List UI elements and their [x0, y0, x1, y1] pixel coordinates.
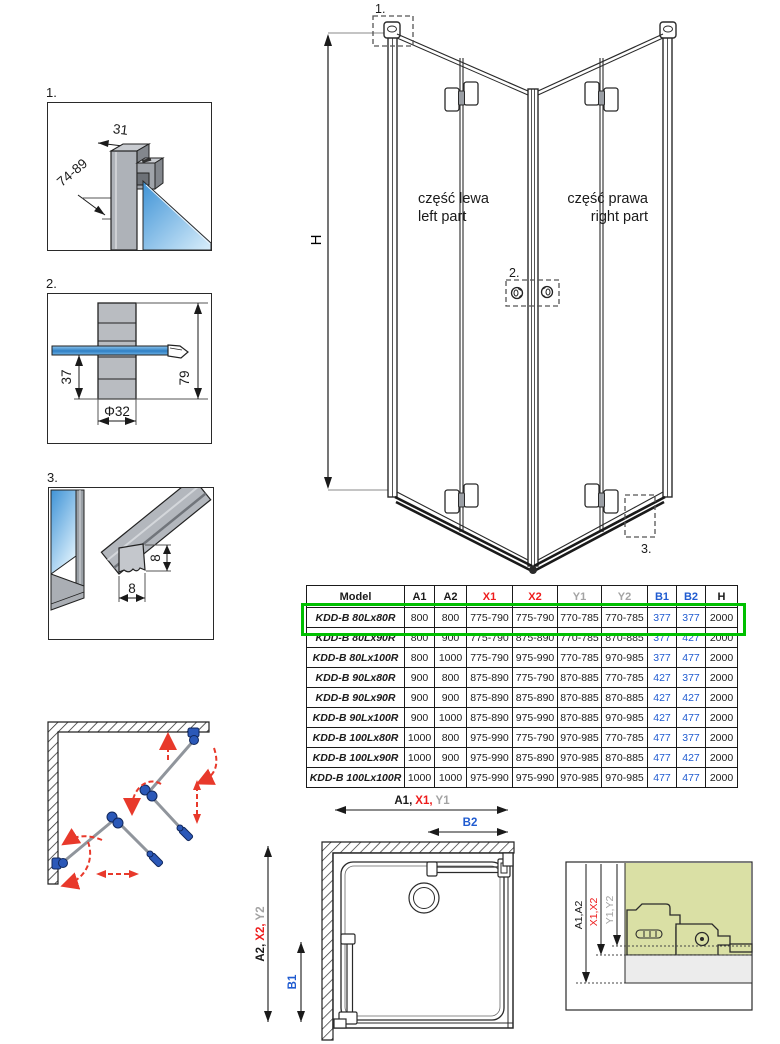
- detail-3-label: 3.: [47, 470, 58, 485]
- dim-8-vertical: 8: [148, 554, 163, 562]
- folding-schematic: [28, 712, 258, 944]
- right-part-label-en: right part: [590, 209, 648, 225]
- cell-value: 875-890: [513, 748, 558, 768]
- cell-value: 770-785: [602, 608, 648, 628]
- cell-value: 1000: [405, 768, 435, 788]
- detail-1-drawing: [48, 103, 211, 250]
- cell-value: 427: [677, 748, 706, 768]
- cell-value: 775-790: [513, 608, 558, 628]
- cell-value: 875-890: [467, 668, 513, 688]
- cell-value: 975-990: [467, 768, 513, 788]
- dim-x1x2-label: X1,X2: [588, 897, 600, 927]
- cell-value: 427: [677, 628, 706, 648]
- cell-value: 870-885: [558, 668, 602, 688]
- spec-table-body: [307, 608, 738, 788]
- left-part-label-pl: część lewa: [418, 191, 489, 207]
- model-row: [307, 668, 738, 688]
- cell-model: KDD-B 90Lx80R: [307, 668, 405, 688]
- callout-3-label: 3.: [641, 542, 652, 556]
- knob-right: [542, 287, 553, 298]
- spec-table: [306, 585, 738, 788]
- col-header-a2: A2: [435, 586, 467, 608]
- model-row: [307, 688, 738, 708]
- dim-31: 31: [112, 121, 129, 138]
- motion-arrows: [68, 740, 216, 884]
- col-header-x1: X1: [467, 586, 513, 608]
- cell-value: 800: [435, 668, 467, 688]
- cell-value: 377: [648, 608, 677, 628]
- cell-value: 870-885: [602, 748, 648, 768]
- hinge-top-right: [585, 82, 618, 111]
- model-row: [307, 708, 738, 728]
- cell-value: 2000: [706, 768, 738, 788]
- cell-value: 975-990: [467, 748, 513, 768]
- cell-value: 870-885: [602, 628, 648, 648]
- cell-value: 775-790: [467, 648, 513, 668]
- cell-value: 975-990: [467, 728, 513, 748]
- cell-value: 2000: [706, 708, 738, 728]
- cell-value: 775-790: [513, 728, 558, 748]
- dim-74-89: 74-89: [54, 155, 91, 190]
- detail-2-label: 2.: [46, 276, 57, 291]
- cell-value: 870-885: [558, 708, 602, 728]
- dim-37: 37: [59, 369, 74, 385]
- dim-left-label: A2,X2,Y2: [255, 906, 267, 962]
- cell-model: KDD-B 100Lx80R: [307, 728, 405, 748]
- cell-value: 2000: [706, 688, 738, 708]
- cell-value: 377: [648, 628, 677, 648]
- door-left-folded: [62, 819, 157, 863]
- cell-value: 775-790: [467, 628, 513, 648]
- cell-value: 2000: [706, 668, 738, 688]
- cell-value: 875-890: [467, 708, 513, 728]
- cell-value: 770-785: [602, 728, 648, 748]
- dim-b1-label: B1: [287, 974, 299, 990]
- right-wall-profile: [660, 22, 676, 497]
- detail-3-drawing: [49, 488, 213, 639]
- cell-value: 2000: [706, 728, 738, 748]
- cell-value: 477: [677, 708, 706, 728]
- cell-value: 477: [648, 728, 677, 748]
- model-row: [307, 748, 738, 768]
- cell-value: 770-785: [558, 648, 602, 668]
- hinge-bottom-right: [585, 484, 618, 513]
- cell-value: 770-785: [558, 628, 602, 648]
- col-header-a1: A1: [405, 586, 435, 608]
- cell-value: 775-790: [513, 668, 558, 688]
- knob-left: [512, 288, 523, 299]
- cell-value: 775-790: [467, 608, 513, 628]
- cell-value: 2000: [706, 608, 738, 628]
- hinge-top-left: [445, 82, 478, 111]
- corner-profile: [528, 89, 538, 566]
- detail-box-1: [46, 85, 212, 251]
- cell-model: KDD-B 80Lx90R: [307, 628, 405, 648]
- cell-value: 377: [677, 668, 706, 688]
- cell-value: 875-890: [513, 628, 558, 648]
- detail-box-2: [46, 276, 212, 444]
- top-view-diagram: [256, 788, 540, 1044]
- cell-value: 770-785: [558, 608, 602, 628]
- left-part-label-en: left part: [418, 209, 467, 225]
- cell-value: 975-990: [513, 708, 558, 728]
- col-header-model: Model: [307, 586, 405, 608]
- cell-value: 970-985: [558, 748, 602, 768]
- cell-model: KDD-B 80Lx100R: [307, 648, 405, 668]
- cell-model: KDD-B 80Lx80R: [307, 608, 405, 628]
- cell-value: 900: [435, 628, 467, 648]
- spec-table-head: [307, 586, 738, 608]
- cell-value: 477: [648, 748, 677, 768]
- col-header-y2: Y2: [602, 586, 648, 608]
- cell-value: 427: [677, 688, 706, 708]
- cell-value: 875-890: [467, 688, 513, 708]
- dim-phi32: Φ32: [104, 404, 130, 419]
- cell-value: 800: [405, 648, 435, 668]
- height-dim-label: H: [308, 234, 325, 246]
- cell-value: 800: [435, 728, 467, 748]
- model-row: [307, 648, 738, 668]
- cell-value: 1000: [435, 768, 467, 788]
- detail-1-label: 1.: [46, 85, 57, 100]
- left-wall-profile: [384, 22, 400, 497]
- shower-tray: [341, 862, 504, 1020]
- dim-79: 79: [177, 370, 192, 386]
- cell-value: 970-985: [558, 728, 602, 748]
- cell-value: 477: [677, 648, 706, 668]
- right-part-label-pl: część prawa: [567, 191, 648, 207]
- cell-value: 427: [648, 688, 677, 708]
- main-enclosure-diagram: [300, 0, 760, 580]
- model-row: [307, 768, 738, 788]
- model-row: [307, 628, 738, 648]
- cell-value: 800: [435, 608, 467, 628]
- glass-panel: [143, 181, 211, 250]
- cell-value: 477: [677, 768, 706, 788]
- cell-value: 427: [648, 708, 677, 728]
- cell-value: 427: [648, 668, 677, 688]
- col-header-b1: B1: [648, 586, 677, 608]
- detail-2-drawing: [48, 294, 211, 443]
- cell-value: 875-890: [513, 688, 558, 708]
- model-row-highlighted: [307, 608, 738, 628]
- glass-with-seal: [51, 490, 84, 610]
- cell-model: KDD-B 100Lx100R: [307, 768, 405, 788]
- cell-value: 900: [405, 688, 435, 708]
- cell-value: 770-785: [602, 668, 648, 688]
- cell-value: 900: [405, 668, 435, 688]
- col-header-x2: X2: [513, 586, 558, 608]
- cell-value: 1000: [435, 708, 467, 728]
- model-row: [307, 728, 738, 748]
- callout-1-label: 1.: [375, 2, 386, 16]
- cell-value: 900: [435, 688, 467, 708]
- cell-value: 870-885: [602, 688, 648, 708]
- cell-value: 2000: [706, 648, 738, 668]
- cell-value: 2000: [706, 748, 738, 768]
- dim-b2-label: B2: [462, 817, 478, 829]
- cell-value: 970-985: [602, 708, 648, 728]
- dim-a1a2-label: A1,A2: [573, 900, 585, 930]
- door-right-folded: [148, 739, 195, 835]
- cell-value: 377: [677, 728, 706, 748]
- dim-y1y2-label: Y1,Y2: [604, 895, 616, 925]
- cell-model: KDD-B 90Lx90R: [307, 688, 405, 708]
- mounting-detail: [564, 860, 754, 1012]
- cell-value: 1000: [405, 728, 435, 748]
- cell-value: 900: [405, 708, 435, 728]
- cell-value: 477: [648, 768, 677, 788]
- cell-value: 970-985: [558, 768, 602, 788]
- header-row: [307, 586, 738, 608]
- col-header-b2: B2: [677, 586, 706, 608]
- callout-2-label: 2.: [509, 266, 520, 280]
- cell-value: 970-985: [602, 768, 648, 788]
- cell-value: 377: [677, 608, 706, 628]
- cell-value: 900: [435, 748, 467, 768]
- cell-value: 800: [405, 628, 435, 648]
- cell-value: 870-885: [558, 688, 602, 708]
- col-header-y1: Y1: [558, 586, 602, 608]
- hinge-bottom-left: [445, 484, 478, 513]
- cell-value: 975-990: [513, 768, 558, 788]
- cell-value: 800: [405, 608, 435, 628]
- dim-top-label: A1, X1, Y1: [394, 795, 450, 807]
- cell-model: KDD-B 90Lx100R: [307, 708, 405, 728]
- door-fittings: [52, 728, 199, 869]
- cell-value: 1000: [405, 748, 435, 768]
- detail-box-3: [47, 470, 214, 640]
- base-profile: [625, 955, 752, 983]
- cell-model: KDD-B 100Lx90R: [307, 748, 405, 768]
- corner-walls: [48, 722, 209, 884]
- dim-8-horizontal: 8: [128, 581, 136, 596]
- cell-value: 2000: [706, 628, 738, 648]
- cell-value: 975-990: [513, 648, 558, 668]
- cell-value: 1000: [435, 648, 467, 668]
- cell-value: 970-985: [602, 648, 648, 668]
- cell-value: 377: [648, 648, 677, 668]
- col-header-h: H: [706, 586, 738, 608]
